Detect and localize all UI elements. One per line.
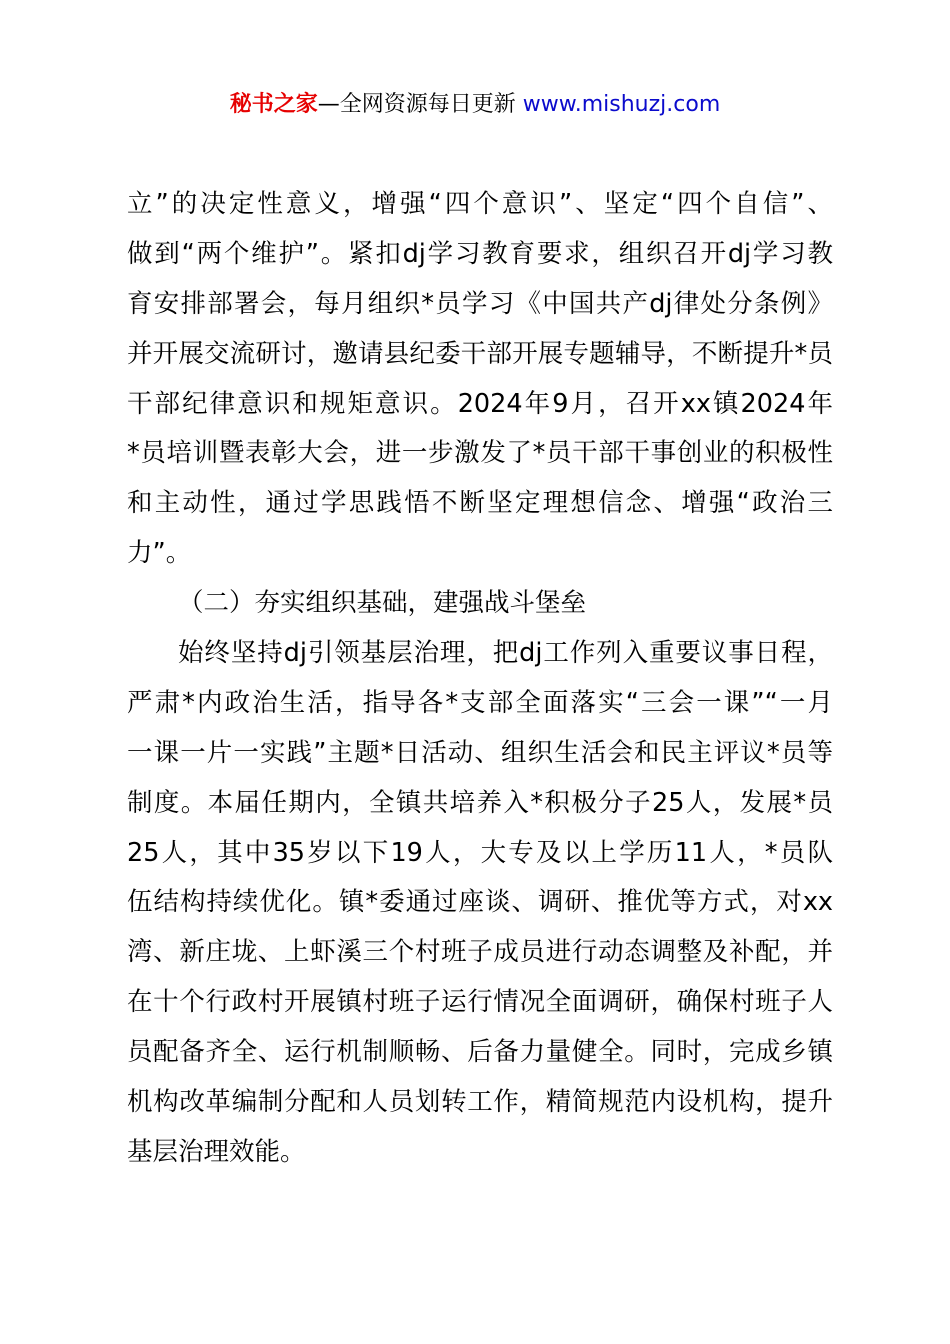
text-line: 干部纪律意识和规矩意识。2024年9月，召开xx镇2024年: [127, 388, 833, 419]
text-line: 严肃*内政治生活，指导各*支部全面落实“三会一课”“一月: [127, 687, 833, 718]
text-line: 伍结构持续优化。镇*委通过座谈、调研、推优等方式，对xx: [127, 887, 833, 918]
text-line: 力”。: [127, 538, 192, 569]
website-link[interactable]: www.mishuzj.com: [522, 92, 721, 117]
brand-name: 秘书之家: [229, 92, 318, 117]
text-line: 立”的决定性意义，增强“四个意识”、坚定“四个自信”、: [127, 189, 833, 219]
text-line: 在十个行政村开展镇村班子运行情况全面调研，确保村班子人: [127, 987, 833, 1018]
document-body: [127, 180, 833, 1178]
text-line: 始终坚持dj引领基层治理，把dj工作列入重要议事日程，: [178, 638, 833, 669]
section-heading: （二）夯实组织基础，建强战斗堡垒: [178, 588, 587, 619]
text-line: 机构改革编制分配和人员划转工作，精简规范内设机构，提升: [127, 1087, 833, 1118]
text-line: 育安排部署会，每月组织*员学习《中国共产dj律处分条例》: [127, 288, 833, 319]
text-line: 湾、新庄垅、上虾溪三个村班子成员进行动态调整及补配，并: [127, 937, 833, 968]
text-line: 并开展交流研讨，邀请县纪委干部开展专题辅导，不断提升*员: [127, 338, 833, 369]
text-line: 员配备齐全、运行机制顺畅、后备力量健全。同时，完成乡镇: [127, 1037, 833, 1068]
page-header: [0, 88, 950, 122]
text-line: 和主动性，通过学思践悟不断坚定理想信念、增强“政治三: [127, 488, 833, 519]
text-line: 基层治理效能。: [127, 1136, 306, 1167]
text-line: 制度。本届任期内，全镇共培养入*积极分子25人，发展*员: [127, 787, 833, 818]
text-line: 一课一片一实践”主题*日活动、组织生活会和民主评议*员等: [127, 737, 833, 768]
text-line: *员培训暨表彰大会，进一步激发了*员干部干事创业的积极性: [127, 438, 833, 469]
text-line: 25人，其中35岁以下19人，大专及以上学历11人，*员队: [127, 837, 833, 868]
header-tagline: —全网资源每日更新: [317, 92, 516, 117]
text-line: 做到“两个维护”。紧扣dj学习教育要求，组织召开dj学习教: [127, 238, 833, 269]
